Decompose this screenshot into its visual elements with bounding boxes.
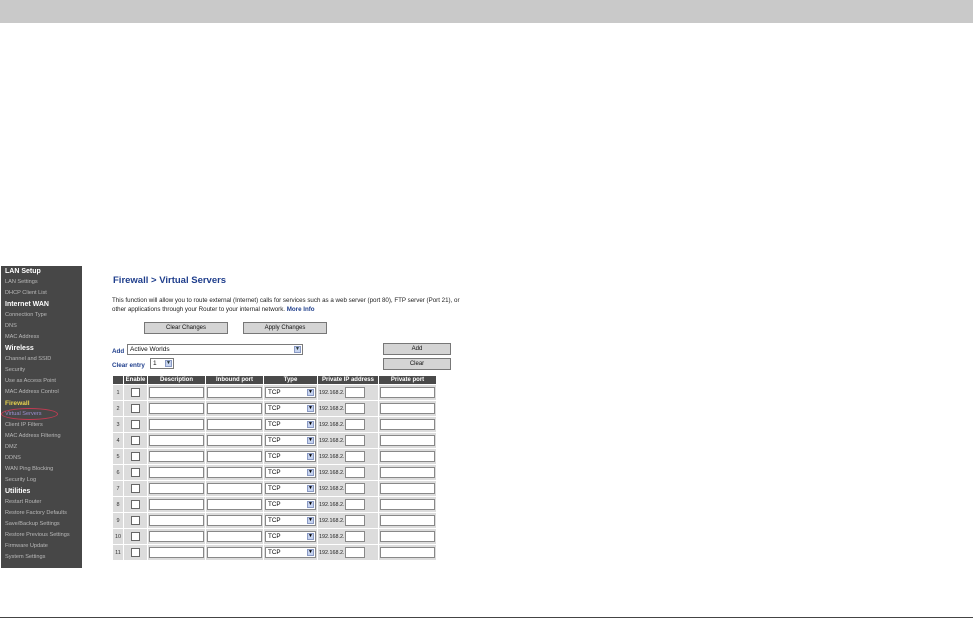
clear-entry-select[interactable]: [150, 358, 174, 369]
description-input[interactable]: [149, 531, 204, 542]
inbound-port-cell: [206, 433, 263, 448]
type-select[interactable]: [265, 387, 316, 398]
enable-cell: [124, 529, 147, 544]
private-ip-group: [318, 467, 378, 478]
type-cell: [264, 449, 317, 464]
inbound-port-cell: [206, 513, 263, 528]
private-ip-group: [318, 499, 378, 510]
sidebar-item-dns[interactable]: DNS: [5, 323, 17, 329]
enable-cell: [124, 385, 147, 400]
enable-checkbox[interactable]: [131, 548, 140, 557]
row-number: 4: [113, 433, 123, 448]
ip-prefix: 192.168.2.: [319, 469, 345, 476]
private-port-cell: [379, 513, 436, 528]
row-number: 3: [113, 417, 123, 432]
ip-prefix: 192.168.2.: [319, 549, 345, 556]
enable-cell: [124, 513, 147, 528]
private-ip-cell: [318, 513, 378, 528]
row-number: 11: [113, 545, 123, 560]
type-select[interactable]: [265, 499, 316, 510]
type-cell: [264, 401, 317, 416]
private-port-input[interactable]: [380, 483, 435, 494]
sidebar-item-security-log[interactable]: Security Log: [5, 477, 37, 483]
table-row: [113, 513, 436, 528]
private-ip-group: [318, 483, 378, 494]
table-row: [113, 417, 436, 432]
description-cell: [148, 529, 205, 544]
enable-checkbox[interactable]: [131, 420, 140, 429]
type-select[interactable]: [265, 451, 316, 462]
ip-prefix: 192.168.2.: [319, 437, 345, 444]
sidebar-item-wan-ping-blocking[interactable]: WAN Ping Blocking: [5, 466, 54, 472]
private-ip-group: [318, 531, 378, 542]
private-port-cell: [379, 433, 436, 448]
private-ip-group: [318, 547, 378, 558]
ip-last-octet-input[interactable]: [345, 403, 365, 414]
enable-cell: [124, 449, 147, 464]
inbound-port-cell: [206, 417, 263, 432]
enable-cell: [124, 545, 147, 560]
description-input[interactable]: [149, 419, 204, 430]
ip-last-octet-input[interactable]: [345, 387, 365, 398]
private-port-cell: [379, 545, 436, 560]
chevron-down-icon: ▼: [308, 485, 313, 491]
type-select-value: TCP: [268, 453, 281, 460]
page-description: [112, 297, 462, 314]
col-private-port-header: Private port: [379, 376, 436, 384]
private-ip-cell: [318, 385, 378, 400]
description-input[interactable]: [149, 451, 204, 462]
top-banner: [0, 0, 973, 23]
row-number: 10: [113, 529, 123, 544]
col-private-ip-header: Private IP address: [318, 376, 378, 384]
row-number: 8: [113, 497, 123, 512]
description-input[interactable]: [149, 515, 204, 526]
type-cell: [264, 417, 317, 432]
apply-changes-button[interactable]: Apply Changes: [243, 322, 327, 334]
description-input[interactable]: [149, 499, 204, 510]
private-port-input[interactable]: [380, 387, 435, 398]
description-input[interactable]: [149, 403, 204, 414]
inbound-port-input[interactable]: [207, 483, 262, 494]
row-number: 7: [113, 481, 123, 496]
description-cell: [148, 385, 205, 400]
private-port-input[interactable]: [380, 547, 435, 558]
inbound-port-input[interactable]: [207, 435, 262, 446]
private-ip-cell: [318, 449, 378, 464]
private-ip-cell: [318, 545, 378, 560]
chevron-down-icon: ▼: [308, 405, 313, 411]
inbound-port-cell: [206, 449, 263, 464]
description-cell: [148, 433, 205, 448]
type-select[interactable]: [265, 435, 316, 446]
col-number-header: [113, 376, 123, 384]
ip-last-octet-input[interactable]: [345, 467, 365, 478]
private-port-input[interactable]: [380, 467, 435, 478]
inbound-port-cell: [206, 385, 263, 400]
private-ip-cell: [318, 529, 378, 544]
inbound-port-input[interactable]: [207, 387, 262, 398]
sidebar-item-lan-settings[interactable]: LAN Settings: [5, 279, 38, 285]
description-input[interactable]: [149, 547, 204, 558]
description-cell: [148, 513, 205, 528]
private-ip-group: [318, 451, 378, 462]
chevron-down-icon: ▼: [308, 501, 313, 507]
virtual-servers-table: [112, 375, 437, 561]
col-inbound-header: Inbound port: [206, 376, 263, 384]
sidebar-item-mac-address-filtering[interactable]: MAC Address Filtering: [5, 433, 61, 439]
clear-button[interactable]: Clear: [383, 358, 451, 370]
main-panel: [111, 270, 471, 570]
sidebar-heading-wireless: Wireless: [5, 345, 34, 352]
description-cell: [148, 449, 205, 464]
sidebar-item-security[interactable]: Security: [5, 367, 26, 373]
private-port-input[interactable]: [380, 515, 435, 526]
sidebar-heading-internet-wan: Internet WAN: [5, 301, 49, 308]
enable-cell: [124, 401, 147, 416]
inbound-port-input[interactable]: [207, 515, 262, 526]
sidebar-item-restore-factory-defaults[interactable]: Restore Factory Defaults: [5, 510, 67, 516]
type-select-value: TCP: [268, 485, 281, 492]
inbound-port-input[interactable]: [207, 547, 262, 558]
private-ip-cell: [318, 401, 378, 416]
inbound-port-cell: [206, 481, 263, 496]
type-cell: [264, 385, 317, 400]
type-cell: [264, 529, 317, 544]
inbound-port-cell: [206, 465, 263, 480]
type-select-value: TCP: [268, 469, 281, 476]
table-row: [113, 433, 436, 448]
chevron-down-icon: ▼: [308, 469, 313, 475]
type-select-value: TCP: [268, 437, 281, 444]
type-select[interactable]: [265, 483, 316, 494]
chevron-down-icon: ▼: [308, 421, 313, 427]
chevron-down-icon: ▼: [308, 437, 313, 443]
sidebar-nav: [1, 266, 82, 568]
chevron-down-icon: ▼: [166, 360, 171, 366]
add-button[interactable]: Add: [383, 343, 451, 355]
sidebar-item-system-settings[interactable]: System Settings: [5, 554, 46, 560]
table-row: [113, 529, 436, 544]
row-number: 9: [113, 513, 123, 528]
sidebar-item-restore-previous-settings[interactable]: Restore Previous Settings: [5, 532, 70, 538]
clear-entry-label: Clear entry: [112, 362, 145, 369]
inbound-port-input[interactable]: [207, 531, 262, 542]
ip-last-octet-input[interactable]: [345, 483, 365, 494]
table-row: [113, 385, 436, 400]
type-select[interactable]: [265, 531, 316, 542]
enable-cell: [124, 465, 147, 480]
description-cell: [148, 545, 205, 560]
sidebar-item-ddns[interactable]: DDNS: [5, 455, 21, 461]
ip-last-octet-input[interactable]: [345, 451, 365, 462]
private-port-cell: [379, 529, 436, 544]
enable-checkbox[interactable]: [131, 500, 140, 509]
ip-prefix: 192.168.2.: [319, 405, 345, 412]
private-ip-group: [318, 515, 378, 526]
sidebar-item-connection-type[interactable]: Connection Type: [5, 312, 47, 318]
type-select[interactable]: [265, 467, 316, 478]
col-type-header: Type: [264, 376, 317, 384]
ip-prefix: 192.168.2.: [319, 517, 345, 524]
description-cell: [148, 401, 205, 416]
more-info-link[interactable]: More Info: [286, 305, 315, 313]
private-ip-cell: [318, 465, 378, 480]
ip-last-octet-input[interactable]: [345, 419, 365, 430]
type-select-value: TCP: [268, 517, 281, 524]
col-description-header: Description: [148, 376, 205, 384]
sidebar-item-restart-router[interactable]: Restart Router: [5, 499, 42, 505]
private-port-cell: [379, 497, 436, 512]
chevron-down-icon: ▼: [308, 517, 313, 523]
ip-last-octet-input[interactable]: [345, 515, 365, 526]
private-port-cell: [379, 465, 436, 480]
table-row: [113, 465, 436, 480]
type-cell: [264, 513, 317, 528]
private-port-input[interactable]: [380, 451, 435, 462]
row-number: 2: [113, 401, 123, 416]
sidebar-item-client-ip-filters[interactable]: Client IP Filters: [5, 422, 43, 428]
chevron-down-icon: ▼: [308, 453, 313, 459]
type-select-value: TCP: [268, 421, 281, 428]
enable-checkbox[interactable]: [131, 452, 140, 461]
private-ip-group: [318, 435, 378, 446]
enable-checkbox[interactable]: [131, 436, 140, 445]
ip-last-octet-input[interactable]: [345, 531, 365, 542]
table-row: [113, 481, 436, 496]
sidebar-heading-lan-setup: LAN Setup: [5, 268, 41, 275]
private-ip-group: [318, 419, 378, 430]
chevron-down-icon: ▼: [308, 533, 313, 539]
ip-prefix: 192.168.2.: [319, 485, 345, 492]
description-input[interactable]: [149, 467, 204, 478]
table-row: [113, 497, 436, 512]
table-header-row: [113, 376, 436, 384]
description-input[interactable]: [149, 435, 204, 446]
private-ip-group: [318, 403, 378, 414]
row-number: 5: [113, 449, 123, 464]
type-select[interactable]: [265, 515, 316, 526]
bottom-rule: [0, 617, 973, 618]
description-text: This function will allow you to route external (Internet) calls for services such as a web server (port 80), FTP server (Port 21), or other applications through your Router to your internal network.: [112, 297, 460, 313]
type-select-value: TCP: [268, 549, 281, 556]
sidebar-item-virtual-servers[interactable]: Virtual Servers: [1, 409, 82, 420]
type-select-value: TCP: [268, 389, 281, 396]
enable-checkbox[interactable]: [131, 516, 140, 525]
private-port-cell: [379, 417, 436, 432]
table-row: [113, 545, 436, 560]
table-row: [113, 449, 436, 464]
sidebar-heading-utilities: Utilities: [5, 488, 31, 495]
inbound-port-cell: [206, 401, 263, 416]
enable-checkbox[interactable]: [131, 532, 140, 541]
type-select-value: TCP: [268, 533, 281, 540]
sidebar-item-mac-address[interactable]: MAC Address: [5, 334, 40, 340]
private-port-input[interactable]: [380, 499, 435, 510]
page-title: Firewall > Virtual Servers: [113, 275, 227, 286]
description-input[interactable]: [149, 387, 204, 398]
service-select-value: Active Worlds: [130, 346, 170, 353]
inbound-port-cell: [206, 529, 263, 544]
private-ip-cell: [318, 497, 378, 512]
ip-prefix: 192.168.2.: [319, 389, 345, 396]
enable-checkbox[interactable]: [131, 468, 140, 477]
chevron-down-icon: ▼: [295, 346, 300, 352]
description-input[interactable]: [149, 483, 204, 494]
type-cell: [264, 465, 317, 480]
sidebar-item-channel-and-ssid[interactable]: Channel and SSID: [5, 356, 52, 362]
inbound-port-input[interactable]: [207, 403, 262, 414]
private-ip-cell: [318, 481, 378, 496]
sidebar-item-use-as-access-point[interactable]: Use as Access Point: [5, 378, 56, 384]
sidebar-item-save-backup-settings[interactable]: Save/Backup Settings: [5, 521, 60, 527]
description-cell: [148, 497, 205, 512]
private-port-input[interactable]: [380, 403, 435, 414]
chevron-down-icon: ▼: [308, 389, 313, 395]
private-port-cell: [379, 449, 436, 464]
ip-last-octet-input[interactable]: [345, 499, 365, 510]
type-cell: [264, 481, 317, 496]
chevron-down-icon: ▼: [308, 549, 313, 555]
type-cell: [264, 545, 317, 560]
sidebar-heading-firewall: Firewall: [5, 400, 30, 407]
private-ip-cell: [318, 433, 378, 448]
sidebar-item-mac-address-control[interactable]: MAC Address Control: [5, 389, 59, 395]
private-port-input[interactable]: [380, 419, 435, 430]
enable-cell: [124, 497, 147, 512]
inbound-port-input[interactable]: [207, 451, 262, 462]
col-enable-header: Enable: [125, 377, 146, 383]
private-port-input[interactable]: [380, 435, 435, 446]
ip-last-octet-input[interactable]: [345, 547, 365, 558]
inbound-port-input[interactable]: [207, 419, 262, 430]
description-cell: [148, 417, 205, 432]
type-select[interactable]: [265, 419, 316, 430]
sidebar-item-dmz[interactable]: DMZ: [5, 444, 18, 450]
add-label: Add: [112, 348, 125, 355]
ip-prefix: 192.168.2.: [319, 533, 345, 540]
row-number: 1: [113, 385, 123, 400]
enable-checkbox[interactable]: [131, 484, 140, 493]
private-port-cell: [379, 385, 436, 400]
ip-prefix: 192.168.2.: [319, 421, 345, 428]
enable-cell: [124, 417, 147, 432]
service-select[interactable]: [127, 344, 303, 355]
private-ip-group: [318, 387, 378, 398]
table-row: [113, 401, 436, 416]
description-cell: [148, 481, 205, 496]
ip-prefix: 192.168.2.: [319, 501, 345, 508]
inbound-port-cell: [206, 545, 263, 560]
private-port-cell: [379, 481, 436, 496]
enable-checkbox[interactable]: [131, 404, 140, 413]
enable-checkbox[interactable]: [131, 388, 140, 397]
ip-last-octet-input[interactable]: [345, 435, 365, 446]
type-cell: [264, 433, 317, 448]
description-cell: [148, 465, 205, 480]
sidebar-item-dhcp-client-list[interactable]: DHCP Client List: [5, 290, 47, 296]
private-port-cell: [379, 401, 436, 416]
inbound-port-input[interactable]: [207, 467, 262, 478]
inbound-port-cell: [206, 497, 263, 512]
type-cell: [264, 497, 317, 512]
clear-entry-value: 1: [153, 360, 157, 367]
clear-changes-button[interactable]: Clear Changes: [144, 322, 228, 334]
sidebar-item-firmware-update[interactable]: Firmware Update: [5, 543, 48, 549]
private-port-input[interactable]: [380, 531, 435, 542]
private-ip-cell: [318, 417, 378, 432]
type-select[interactable]: [265, 403, 316, 414]
row-number: 6: [113, 465, 123, 480]
enable-cell: [124, 433, 147, 448]
type-select[interactable]: [265, 547, 316, 558]
type-select-value: TCP: [268, 501, 281, 508]
inbound-port-input[interactable]: [207, 499, 262, 510]
type-select-value: TCP: [268, 405, 281, 412]
ip-prefix: 192.168.2.: [319, 453, 345, 460]
enable-cell: [124, 481, 147, 496]
